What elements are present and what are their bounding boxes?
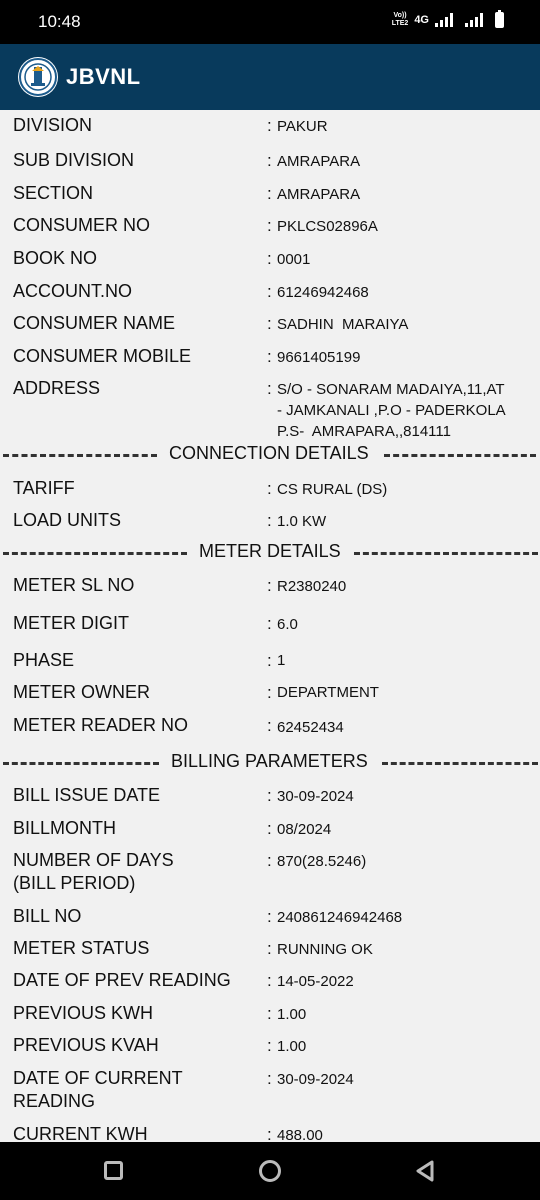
label: TARIFF xyxy=(13,478,75,498)
volte-bottom: LTE2 xyxy=(391,20,409,27)
label-line-1: DATE OF CURRENT xyxy=(13,1068,183,1088)
colon: : xyxy=(267,651,272,670)
label: METER READER NO xyxy=(13,715,189,735)
divider xyxy=(354,552,538,555)
colon: : xyxy=(267,151,272,170)
label: DATE OF PREV READING xyxy=(13,970,231,990)
divider xyxy=(384,454,536,457)
app-bar xyxy=(0,44,540,110)
colon: : xyxy=(267,184,272,203)
value: AMRAPARA xyxy=(277,153,361,170)
label: CURRENT KWH xyxy=(13,1124,148,1142)
colon: : xyxy=(267,939,272,958)
divider xyxy=(382,762,538,765)
network-type: 4G xyxy=(414,14,429,26)
colon: : xyxy=(267,282,272,301)
label: DIVISION xyxy=(13,115,93,135)
label: ACCOUNT.NO xyxy=(13,281,133,301)
colon: : xyxy=(267,683,272,702)
system-nav-bar xyxy=(0,1142,540,1200)
label: LOAD UNITS xyxy=(13,510,122,530)
address-line-1: S/O - SONARAM MADAIYA,11,AT xyxy=(277,381,505,398)
label: PHASE xyxy=(13,650,75,670)
jbvnl-logo-icon xyxy=(18,57,58,97)
colon: : xyxy=(267,907,272,926)
colon: : xyxy=(267,614,272,633)
status-icons xyxy=(392,12,504,28)
colon: : xyxy=(267,971,272,990)
section-title: BILLING PARAMETERS xyxy=(171,751,368,771)
label: BILLMONTH xyxy=(13,818,117,838)
value: PAKUR xyxy=(277,118,328,135)
battery-icon xyxy=(495,12,504,28)
value: 61246942468 xyxy=(277,284,369,301)
colon: : xyxy=(267,116,272,135)
label: SECTION xyxy=(13,183,94,203)
value: 1.0 KW xyxy=(277,513,327,530)
status-time: 10:48 xyxy=(38,12,81,31)
colon: : xyxy=(267,1069,272,1088)
home-circle-icon[interactable] xyxy=(259,1160,281,1182)
section-title: METER DETAILS xyxy=(199,541,341,561)
value: CS RURAL (DS) xyxy=(277,481,388,498)
label: BOOK NO xyxy=(13,248,98,268)
section-meter-details xyxy=(0,541,540,567)
colon: : xyxy=(267,216,272,235)
colon: : xyxy=(267,819,272,838)
value: 240861246942468 xyxy=(277,909,403,926)
value: 6.0 xyxy=(277,616,298,633)
label: CONSUMER NAME xyxy=(13,313,176,333)
colon: : xyxy=(267,379,272,398)
value: 9661405199 xyxy=(277,349,361,366)
value: RUNNING OK xyxy=(277,941,373,958)
value: 1.00 xyxy=(277,1006,307,1023)
section-connection-details xyxy=(0,443,540,469)
label: METER OWNER xyxy=(13,682,150,702)
label: BILL ISSUE DATE xyxy=(13,785,161,805)
volte-icon xyxy=(392,12,409,28)
value: 30-09-2024 xyxy=(277,788,354,805)
value: R2380240 xyxy=(277,578,347,595)
label: CONSUMER NO xyxy=(13,215,151,235)
colon: : xyxy=(267,1036,272,1055)
value: 08/2024 xyxy=(277,821,332,838)
value: DEPARTMENT xyxy=(277,684,379,701)
colon: : xyxy=(267,786,272,805)
label-line-1: NUMBER OF DAYS xyxy=(13,850,174,870)
value: 14-05-2022 xyxy=(277,973,354,990)
label: METER STATUS xyxy=(13,938,150,958)
divider xyxy=(3,762,159,765)
value: 488.00 xyxy=(277,1127,323,1142)
label: SUB DIVISION xyxy=(13,150,135,170)
divider xyxy=(3,552,187,555)
label: CONSUMER MOBILE xyxy=(13,346,192,366)
colon: : xyxy=(267,347,272,366)
value: 1.00 xyxy=(277,1038,307,1055)
value: AMRAPARA xyxy=(277,186,361,203)
value: 62452434 xyxy=(277,719,344,736)
value: 30-09-2024 xyxy=(277,1071,354,1088)
label: BILL NO xyxy=(13,906,82,926)
recents-square-icon[interactable] xyxy=(104,1161,123,1180)
label: ADDRESS xyxy=(13,378,101,398)
colon: : xyxy=(267,314,272,333)
section-billing-parameters xyxy=(0,751,540,777)
address-line-2: - JAMKANALI ,P.O - PADERKOLA xyxy=(277,402,506,419)
colon: : xyxy=(267,479,272,498)
colon: : xyxy=(267,716,272,735)
value: PKLCS02896A xyxy=(277,218,378,235)
volte-top: Vo)) xyxy=(393,12,407,19)
label-line-2: READING xyxy=(13,1091,96,1111)
status-bar xyxy=(0,0,540,44)
label: METER DIGIT xyxy=(13,613,129,633)
value: 870(28.5246) xyxy=(277,853,367,870)
label: PREVIOUS KVAH xyxy=(13,1035,159,1055)
colon: : xyxy=(267,249,272,268)
signal-icon xyxy=(435,13,453,27)
label: PREVIOUS KWH xyxy=(13,1003,154,1023)
signal-icon-2 xyxy=(465,13,483,27)
back-triangle-icon[interactable] xyxy=(414,1159,436,1183)
colon: : xyxy=(267,851,272,870)
label: METER SL NO xyxy=(13,575,135,595)
value: 1 xyxy=(277,652,286,669)
colon: : xyxy=(267,1004,272,1023)
colon: : xyxy=(267,1125,272,1142)
divider xyxy=(3,454,157,457)
label-line-2: (BILL PERIOD) xyxy=(13,873,136,893)
value: SADHIN MARAIYA xyxy=(277,316,409,333)
bill-details[interactable] xyxy=(0,110,540,1142)
app-title: JBVNL xyxy=(66,64,141,89)
address-line-3: P.S- AMRAPARA,,814111 xyxy=(277,423,451,440)
value: 0001 xyxy=(277,251,311,268)
colon: : xyxy=(267,511,272,530)
colon: : xyxy=(267,576,272,595)
section-title: CONNECTION DETAILS xyxy=(169,443,369,463)
